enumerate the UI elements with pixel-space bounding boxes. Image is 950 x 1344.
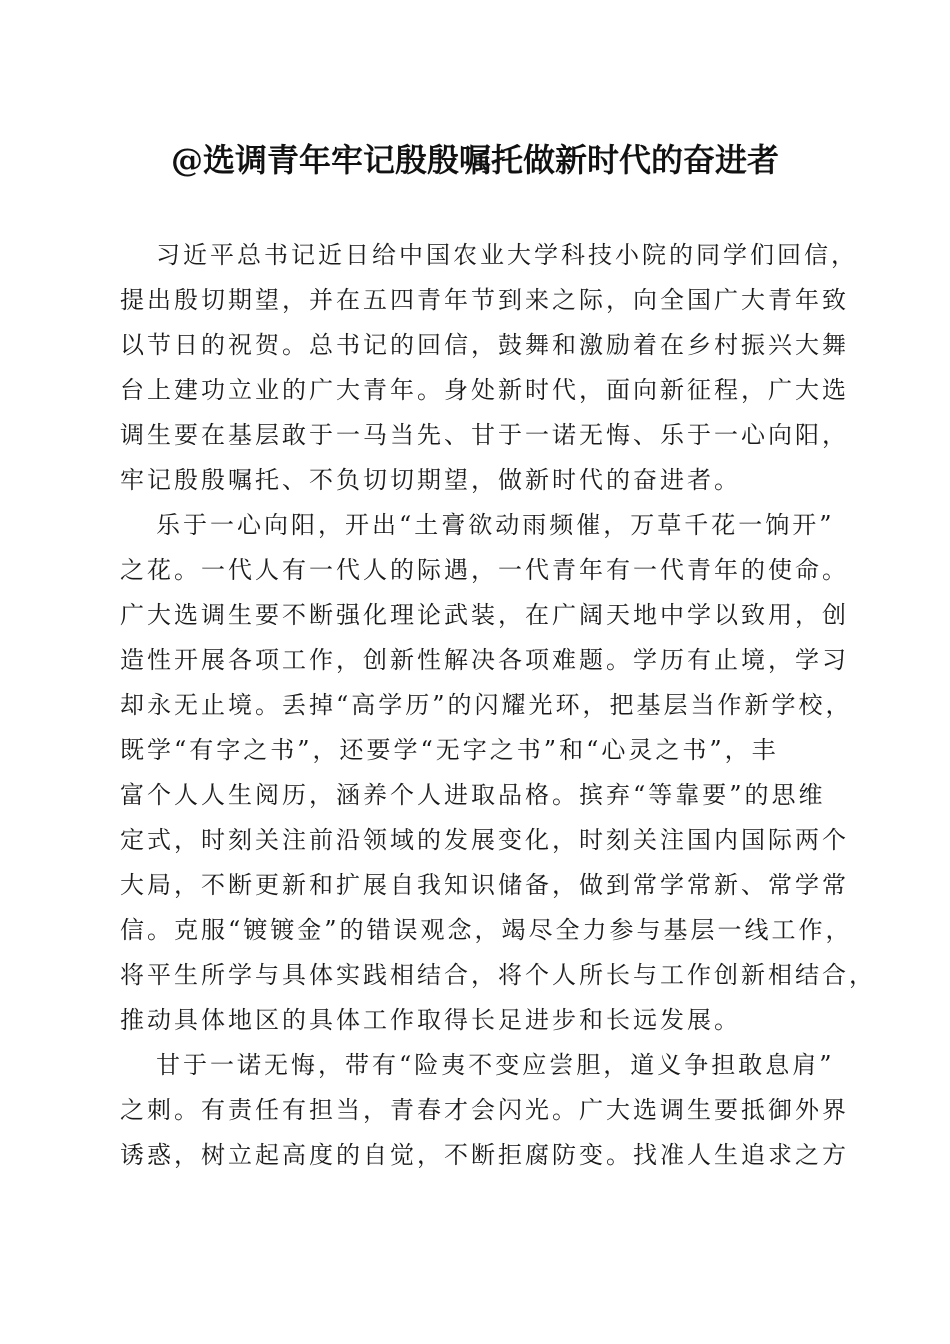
paragraph-1-line-5: 调生要在基层敢于一马当先、甘于一诺无悔、乐于一心向阳， bbox=[120, 421, 849, 449]
paragraph-1-line-2: 提出殷切期望，并在五四青年节到来之际，向全国广大青年致 bbox=[120, 286, 849, 314]
paragraph-2-line-1: 乐于一心向阳，开出“土膏欲动雨频催，万草千花一饷开” bbox=[156, 511, 835, 539]
document-title: @选调青年牢记殷殷嘱托做新时代的奋进者 bbox=[170, 141, 779, 179]
document-body bbox=[120, 233, 876, 1178]
paragraph-1-line-3: 以节日的祝贺。总书记的回信，鼓舞和激励着在乡村振兴大舞 bbox=[120, 331, 849, 359]
paragraph-2-line-8: 定式，时刻关注前沿领域的发展变化，时刻关注国内国际两个 bbox=[120, 826, 849, 854]
paragraph-1-line-4: 台上建功立业的广大青年。身处新时代，面向新征程，广大选 bbox=[120, 376, 849, 404]
paragraph-1-line-1: 习近平总书记近日给中国农业大学科技小院的同学们回信， bbox=[156, 241, 858, 269]
paragraph-2-line-4: 造性开展各项工作，创新性解决各项难题。学历有止境，学习 bbox=[120, 646, 849, 674]
paragraph-2-line-9: 大局，不断更新和扩展自我知识储备，做到常学常新、常学常 bbox=[120, 871, 849, 899]
paragraph-3-line-2: 之刺。有责任有担当，青春才会闪光。广大选调生要抵御外界 bbox=[120, 1096, 849, 1124]
paragraph-2-line-7: 富个人人生阅历，涵养个人进取品格。摈弃“等靠要”的思维 bbox=[120, 781, 826, 809]
paragraph-3-line-3: 诱惑，树立起高度的自觉，不断拒腐防变。找准人生追求之方 bbox=[120, 1141, 849, 1169]
paragraph-2-line-6: 既学“有字之书”，还要学“无字之书”和“心灵之书”，丰 bbox=[120, 736, 779, 764]
paragraph-2-line-11: 将平生所学与具体实践相结合，将个人所长与工作创新相结合， bbox=[120, 961, 876, 989]
paragraph-2-line-3: 广大选调生要不断强化理论武装，在广阔天地中学以致用，创 bbox=[120, 601, 849, 629]
paragraph-2-line-12: 推动具体地区的具体工作取得长足进步和长远发展。 bbox=[120, 1006, 741, 1034]
paragraph-1-line-6: 牢记殷殷嘱托、不负切切期望，做新时代的奋进者。 bbox=[120, 466, 741, 494]
paragraph-3-line-1: 甘于一诺无悔，带有“险夷不变应尝胆，道义争担敢息肩” bbox=[156, 1051, 835, 1079]
paragraph-2-line-5: 却永无止境。丢掉“高学历”的闪耀光环，把基层当作新学校， bbox=[120, 691, 853, 719]
paragraph-2-line-2: 之花。一代人有一代人的际遇，一代青年有一代青年的使命。 bbox=[120, 556, 849, 584]
paragraph-2-line-10: 信。克服“镀镀金”的错误观念，竭尽全力参与基层一线工作， bbox=[120, 916, 853, 944]
